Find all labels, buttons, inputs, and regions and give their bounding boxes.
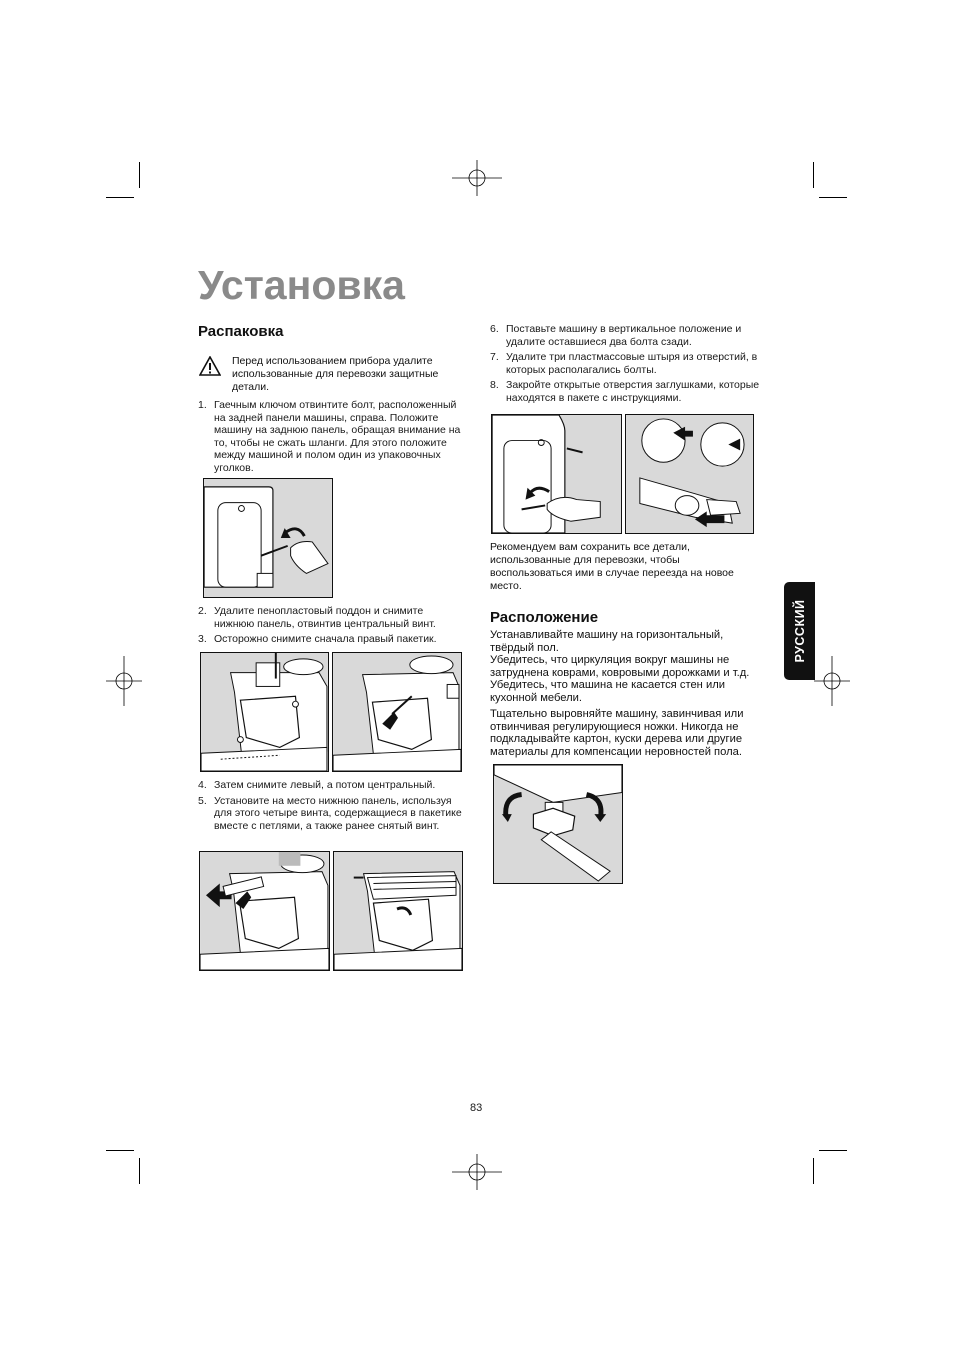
list-item: 5. Установите на место нижнюю панель, используя для этого четыре винта, содержащиеся в пакетике вместе с петлями, а также ранее снятый винт. <box>198 794 462 832</box>
list-item: 1. Гаечным ключом отвинтите болт, расположенный на задней панели машины, справа. Положите машину на заднюю панель, обращая внимание на то, чтобы не сжать шланги. Для этого положите между машиной и полом один из упаковочных уголков. <box>198 399 461 474</box>
list-item: 4. Затем снимите левый, а потом центральный. <box>198 779 436 791</box>
section-heading-unpacking: Распаковка <box>198 323 284 340</box>
crop-mark <box>139 162 140 188</box>
list-item: 8. Закройте открытые отверстия заглушками, которые находятся в пакете с инструкциями. <box>490 379 760 404</box>
list-item: 3. Осторожно снимите сначала правый пакетик. <box>198 633 437 646</box>
figure-remove-left-bag <box>199 851 330 971</box>
registration-mark-icon <box>106 656 142 706</box>
steps-list-4 <box>490 323 760 408</box>
steps-list-2 <box>198 605 464 649</box>
warning-text: Перед использованием прибора удалите использованные для перевозки защитные детали. <box>232 355 439 393</box>
figure-refit-panel-illustration <box>334 852 462 970</box>
crop-mark <box>813 1158 814 1184</box>
figure-rear-bolt-illustration <box>204 479 332 597</box>
positioning-paragraph-2: Убедитесь, что циркуляция вокруг машины не затруднена коврами, ковровыми дорожками и т.д. Убедитесь, что машина не касается стен или кухонной мебели. <box>490 654 750 704</box>
figure-leveling-feet <box>493 764 623 884</box>
registration-mark-icon <box>814 656 850 706</box>
figure-remove-right-bag <box>332 652 462 772</box>
language-tab <box>784 582 815 680</box>
figure-remove-base-illustration <box>201 653 328 771</box>
section-heading-positioning: Расположение <box>490 609 599 626</box>
steps-list-1 <box>198 399 464 478</box>
figure-remove-rear-bolts-illustration <box>492 415 621 533</box>
crop-mark <box>106 197 134 198</box>
list-item: 7. Удалите три пластмассовые штыря из отверстий, в которых располагались болты. <box>490 351 758 376</box>
figure-remove-rear-bolts <box>491 414 622 534</box>
crop-mark <box>819 1150 847 1151</box>
page-title: Установка <box>198 262 405 308</box>
language-tab-label: РУССКИЙ <box>792 599 807 663</box>
figure-leveling-feet-illustration <box>494 765 622 883</box>
steps-list-3 <box>198 779 464 835</box>
list-item: 6. Поставьте машину в вертикальное положение и удалите оставшиеся два болта сзади. <box>490 323 742 348</box>
crop-mark <box>813 162 814 188</box>
positioning-paragraph-1: Устанавливайте машину на горизонтальный, твёрдый пол. <box>490 629 724 654</box>
registration-mark-icon <box>452 1154 502 1190</box>
list-item: 2. Удалите пенопластовый поддон и снимите нижнюю панель, отвинтив центральный винт. <box>198 605 436 630</box>
figure-insert-plugs <box>625 414 754 534</box>
crop-mark <box>106 1150 134 1151</box>
figure-remove-base <box>200 652 329 772</box>
figure-rear-bolt <box>203 478 333 598</box>
registration-mark-icon <box>452 160 502 196</box>
figure-remove-right-bag-illustration <box>333 653 461 771</box>
figure-remove-left-bag-illustration <box>200 852 329 970</box>
crop-mark <box>139 1158 140 1184</box>
page-number: 83 <box>470 1102 483 1114</box>
positioning-paragraph-3: Тщательно выровняйте машину, завинчивая или отвинчивая регулирующиеся ножки. Никогда не подкладывайте картон, куски дерева или другие материалы для компенсации неровностей пола. <box>490 708 744 758</box>
figure-refit-panel <box>333 851 463 971</box>
figure-insert-plugs-illustration <box>626 415 753 533</box>
keep-parts-note: Рекомендуем вам сохранить все детали, использованные для перевозки, чтобы воспользоваться ими в случае переезда на новое место. <box>490 541 734 592</box>
warning-icon <box>199 356 221 376</box>
crop-mark <box>819 197 847 198</box>
